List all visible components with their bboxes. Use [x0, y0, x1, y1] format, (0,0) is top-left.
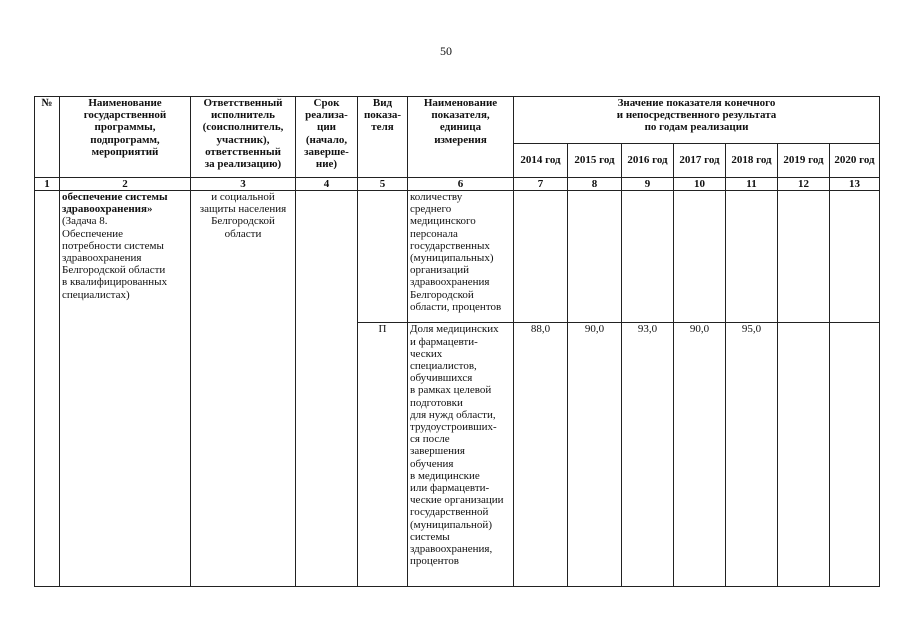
header-period: Срок реализа- ции (начало, заверше- ние)	[296, 97, 358, 178]
indicator-type-cell	[358, 191, 408, 323]
value-cell	[674, 191, 726, 323]
value-cell: 95,0	[726, 323, 778, 587]
value-cell: 90,0	[568, 323, 622, 587]
column-number: 2	[60, 178, 191, 191]
header-values-group: Значение показателя конечного и непосредственного результата по годам реализации	[514, 97, 880, 144]
value-cell: 93,0	[622, 323, 674, 587]
value-cell	[568, 191, 622, 323]
indicator-name-cell: Доля медицинских и фармацевти- ческих специалистов, обучившихся в рамках целевой подготовки для нужд области, трудоустроивших- ся после завершения обучения в медицинские или фармацевти- ческие организации государственной (муниципальной) системы здравоохранения, процентов	[408, 323, 514, 587]
column-number: 7	[514, 178, 568, 191]
indicator-table-container	[34, 96, 880, 587]
program-task-text: (Задача 8. Обеспечение потребности системы здравоохранения Белгородской области в квалифицированных специалистах)	[62, 215, 168, 301]
header-year: 2014 год	[514, 144, 568, 178]
value-cell	[778, 323, 830, 587]
column-number: 10	[674, 178, 726, 191]
header-year: 2015 год	[568, 144, 622, 178]
column-number: 4	[296, 178, 358, 191]
header-indicator-type: Вид показа- теля	[358, 97, 408, 178]
column-number: 12	[778, 178, 830, 191]
indicator-table	[34, 96, 880, 587]
value-cell	[726, 191, 778, 323]
column-number: 9	[622, 178, 674, 191]
value-cell: 90,0	[674, 323, 726, 587]
value-cell	[830, 191, 880, 323]
header-program-name: Наименование государственной программы, подпрограмм, мероприятий	[60, 97, 191, 178]
executor-cell: и социальной защиты населения Белгородской области	[191, 191, 296, 587]
header-year: 2019 год	[778, 144, 830, 178]
column-number: 8	[568, 178, 622, 191]
column-number: 13	[830, 178, 880, 191]
column-numbers-row	[35, 178, 880, 191]
page-number: 50	[440, 44, 452, 58]
header-year: 2017 год	[674, 144, 726, 178]
column-number: 11	[726, 178, 778, 191]
header-number: №	[35, 97, 60, 178]
value-cell	[830, 323, 880, 587]
header-executor: Ответственный исполнитель (соисполнитель, участник), ответственный за реализацию)	[191, 97, 296, 178]
value-cell	[514, 191, 568, 323]
indicator-name-cell: количеству среднего медицинского персонала государственных (муниципальных) организаций здравоохранения Белгородской области, процентов	[408, 191, 514, 323]
value-cell: 88,0	[514, 323, 568, 587]
table-row	[35, 191, 880, 323]
program-name-bold: обеспечение системы здравоохранения»	[62, 191, 168, 216]
period-cell	[296, 191, 358, 587]
header-year: 2016 год	[622, 144, 674, 178]
program-name-cell	[60, 191, 191, 587]
header-year: 2018 год	[726, 144, 778, 178]
column-number: 6	[408, 178, 514, 191]
column-number: 3	[191, 178, 296, 191]
column-number: 1	[35, 178, 60, 191]
row-number-cell	[35, 191, 60, 587]
value-cell	[622, 191, 674, 323]
value-cell	[778, 191, 830, 323]
indicator-type-cell: П	[358, 323, 408, 587]
column-number: 5	[358, 178, 408, 191]
header-row	[35, 97, 880, 144]
header-indicator-name: Наименование показателя, единица измерения	[408, 97, 514, 178]
header-year: 2020 год	[830, 144, 880, 178]
